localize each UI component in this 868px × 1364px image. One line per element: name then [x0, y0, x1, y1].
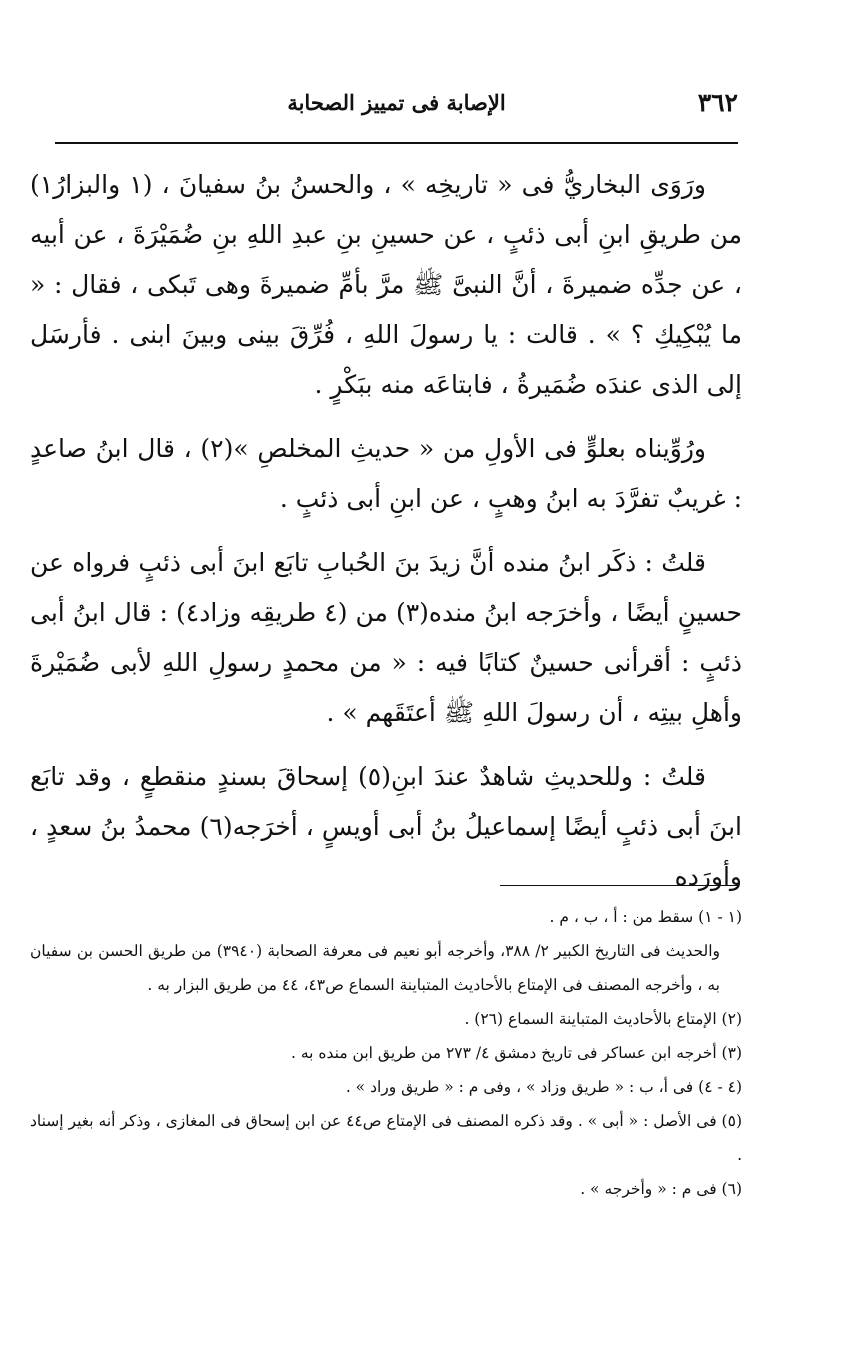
page-header — [55, 88, 738, 128]
footnote: (٥) فى الأصل : « أبى » . وقد ذكره المصنف فى الإمتاع ص٤٤ عن ابن إسحاق فى المغازى ، وذكر أنه بغير إسناد . — [30, 1112, 742, 1164]
footnote: (٢) الإمتاع بالأحاديث المتباينة السماع (٢٦) . — [464, 1010, 742, 1028]
paragraph: ورَوَى البخاريُّ فى « تاريخِه » ، والحسنُ بنُ سفيانَ ، (١ والبزارُ١) من طريقِ ابنِ أبى ذئبٍ ، عن حسينِ بنِ عبدِ اللهِ بنِ ضُمَيْرَةَ ، عن أبيه ، عن جدِّه ضميرةَ ، أنَّ النبىَّ ﷺ مرَّ بأمِّ ضميرةَ وهى تَبكى ، فقال : « ما يُبْكِيكِ ؟ » . قالت : يا رسولَ اللهِ ، فُرِّقَ بينى وبينَ ابنى . فأرسَل إلى الذى عندَه ضُمَيرةُ ، فابتاعَه منه ببَكْرٍ . — [30, 170, 742, 399]
paragraph: قلتُ : وللحديثِ شاهدٌ عندَ ابنِ(٥) إسحاقَ بسندٍ منقطعٍ ، وقد تابَع ابنَ أبى ذئبٍ أيضًا إسماعيلُ بنُ أبى أويسٍ ، أخرَجه(٦) محمدُ بنُ سعدٍ ، وأورَده — [30, 762, 742, 891]
footnote: (٣) أخرجه ابن عساكر فى تاريخ دمشق ٤/ ٢٧٣ من طريق ابن منده به . — [290, 1044, 742, 1062]
header-rule — [55, 142, 738, 144]
footnote: والحديث فى التاريخ الكبير ٢/ ٣٨٨، وأخرجه أبو نعيم فى معرفة الصحابة (٣٩٤٠) من طريق الحسن بن سفيان به ، وأخرجه المصنف فى الإمتاع بالأحاديث المتباينة السماع ص٤٣، ٤٤ من طريق البزار به . — [30, 942, 720, 994]
main-text — [30, 160, 742, 916]
running-title: الإصابة فى تمييز الصحابة — [287, 90, 506, 115]
footnote: (١ - ١) سقط من : أ ، ب ، م . — [549, 908, 742, 926]
footnote-rule — [500, 885, 738, 886]
page-number: ٣٦٢ — [697, 88, 738, 117]
footnotes — [30, 900, 742, 1206]
footnote: (٦) فى م : « وأخرجه » . — [580, 1180, 742, 1198]
footnote: (٤ - ٤) فى أ، ب : « طريق وزاد » ، وفى م : « طريق وراد » . — [345, 1078, 742, 1096]
paragraph: قلتُ : ذكَر ابنُ منده أنَّ زيدَ بنَ الحُبابِ تابَع ابنَ أبى ذئبٍ فرواه عن حسينٍ أيضًا ، وأخرَجه ابنُ منده(٣) من (٤ طريقِه وزاد٤) : قال ابنُ أبى ذئبٍ : أقرأنى حسينٌ كتابًا فيه : « من محمدٍ رسولِ اللهِ لأبى ضُمَيْرةَ وأهلِ بيتِه ، أن رسولَ اللهِ ﷺ أعتَقَهم » . — [30, 548, 742, 727]
paragraph: ورُوِّيناه بعلوٍّ فى الأولِ من « حديثِ المخلصِ »(٢) ، قال ابنُ صاعدٍ : غريبٌ تفرَّدَ به ابنُ وهبٍ ، عن ابنِ أبى ذئبٍ . — [30, 434, 742, 513]
